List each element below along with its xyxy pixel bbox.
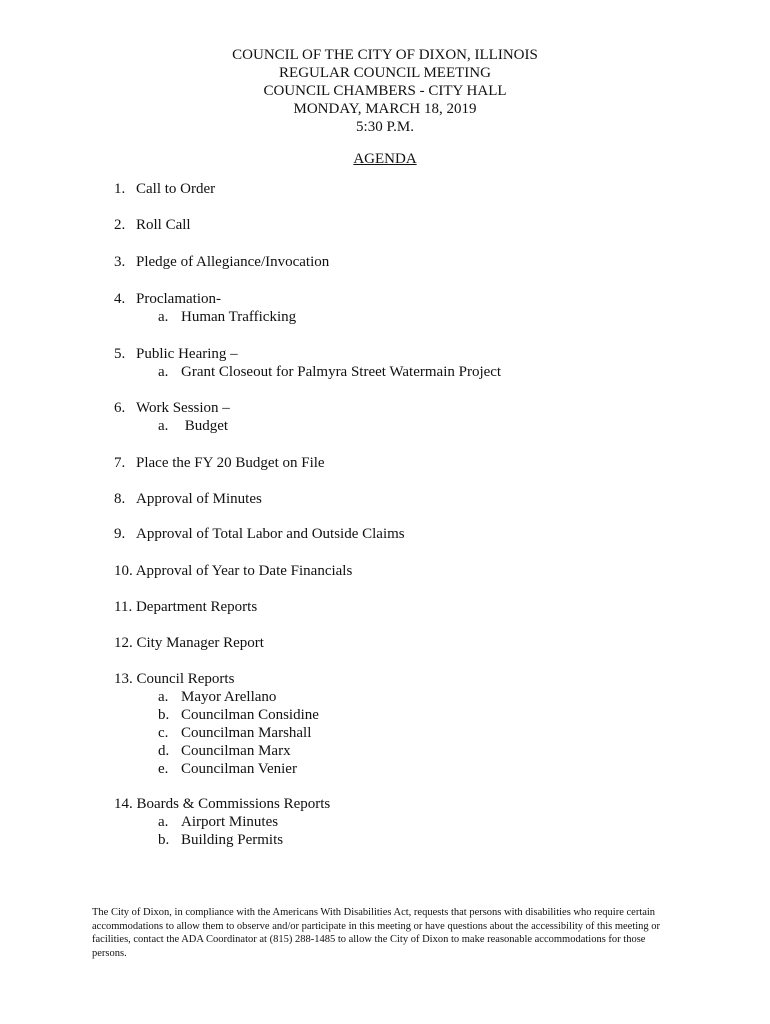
item-label: Place the FY 20 Budget on File (136, 455, 325, 471)
item-number: 11. (114, 599, 133, 615)
agenda-subitem (158, 760, 297, 778)
item-number: 4. (114, 291, 126, 307)
subitem-label: Building Permits (181, 832, 284, 848)
subitem-letter: a. (158, 309, 169, 325)
subitem-label: Human Trafficking (181, 309, 297, 325)
item-number: 7. (114, 455, 126, 471)
subitem-letter: a. (158, 689, 169, 705)
subitem-label: Councilman Marx (181, 743, 291, 759)
agenda-item (114, 490, 262, 508)
subitem-letter: a. (158, 364, 169, 380)
agenda-subitem (158, 813, 278, 831)
agenda-subitem (158, 363, 501, 381)
item-label: Work Session – (136, 400, 230, 416)
item-label: Department Reports (135, 599, 258, 615)
agenda-subitem (158, 742, 291, 760)
subitem-letter: d. (158, 743, 170, 759)
subitem-label: Airport Minutes (181, 814, 279, 830)
agenda-item (114, 454, 325, 472)
agenda-subitem (158, 724, 311, 742)
meeting-time: 5:30 P.M. (356, 119, 414, 135)
agenda-item (114, 216, 191, 234)
item-number: 3. (114, 254, 126, 270)
item-number: 5. (114, 346, 126, 362)
item-number: 9. (114, 526, 126, 542)
agenda-subitem (158, 831, 283, 849)
item-label: Proclamation- (136, 291, 221, 307)
item-number: 12. (114, 635, 133, 651)
subitem-label: Councilman Marshall (181, 725, 312, 741)
item-label: Pledge of Allegiance/Invocation (136, 254, 330, 270)
council-name: COUNCIL OF THE CITY OF DIXON, ILLINOIS (232, 47, 538, 63)
item-number: 10. (114, 563, 133, 579)
agenda-heading (0, 150, 770, 168)
agenda-item (114, 290, 221, 308)
item-label: Approval of Minutes (136, 491, 262, 507)
agenda-item (114, 525, 405, 543)
item-label: Call to Order (136, 181, 216, 197)
agenda-subitem (158, 688, 276, 706)
subitem-letter: a. (158, 418, 169, 434)
item-number: 14. (114, 796, 133, 812)
item-label: Boards & Commissions Reports (136, 796, 331, 812)
ada-notice: The City of Dixon, in compliance with the Americans With Disabilities Act, requests that persons with disabilities who require certain accommodations to allow them to observe and/or participate in this meeting or have questions about the accessibility of this meeting or facilities, contact the ADA Coordinator at (815) 288-1485 to allow the City of Dixon to make reasonable accommodations for those persons. (92, 907, 661, 959)
item-label: Public Hearing – (136, 346, 238, 362)
agenda-item (114, 795, 330, 813)
item-label: Council Reports (136, 671, 235, 687)
document-header (0, 46, 770, 136)
subitem-letter: a. (158, 814, 169, 830)
subitem-label: Mayor Arellano (181, 689, 277, 705)
subitem-letter: e. (158, 761, 169, 777)
item-label: City Manager Report (136, 635, 264, 651)
meeting-date: MONDAY, MARCH 18, 2019 (293, 101, 477, 117)
agenda-item (114, 634, 264, 652)
subitem-letter: c. (158, 725, 169, 741)
agenda-heading-text: AGENDA (353, 151, 417, 167)
subitem-letter: b. (158, 832, 170, 848)
meeting-location: COUNCIL CHAMBERS - CITY HALL (263, 83, 507, 99)
agenda-item (114, 670, 234, 688)
meeting-type: REGULAR COUNCIL MEETING (279, 65, 491, 81)
item-number: 1. (114, 181, 126, 197)
subitem-label: Councilman Venier (181, 761, 297, 777)
item-number: 8. (114, 491, 126, 507)
subitem-letter: b. (158, 707, 170, 723)
agenda-item (114, 562, 352, 580)
item-label: Approval of Year to Date Financials (135, 563, 353, 579)
agenda-item (114, 598, 257, 616)
agenda-subitem (158, 417, 228, 435)
agenda-item (114, 180, 215, 198)
item-label: Roll Call (136, 217, 191, 233)
agenda-item (114, 345, 238, 363)
agenda-subitem (158, 706, 319, 724)
item-number: 13. (114, 671, 133, 687)
subitem-label: Grant Closeout for Palmyra Street Watermain Project (181, 364, 502, 380)
subitem-label: Councilman Considine (181, 707, 319, 723)
item-label: Approval of Total Labor and Outside Claims (136, 526, 405, 542)
agenda-item (114, 399, 230, 417)
item-number: 6. (114, 400, 126, 416)
item-number: 2. (114, 217, 126, 233)
agenda-item (114, 253, 329, 271)
agenda-subitem (158, 308, 296, 326)
subitem-label: Budget (181, 418, 229, 434)
